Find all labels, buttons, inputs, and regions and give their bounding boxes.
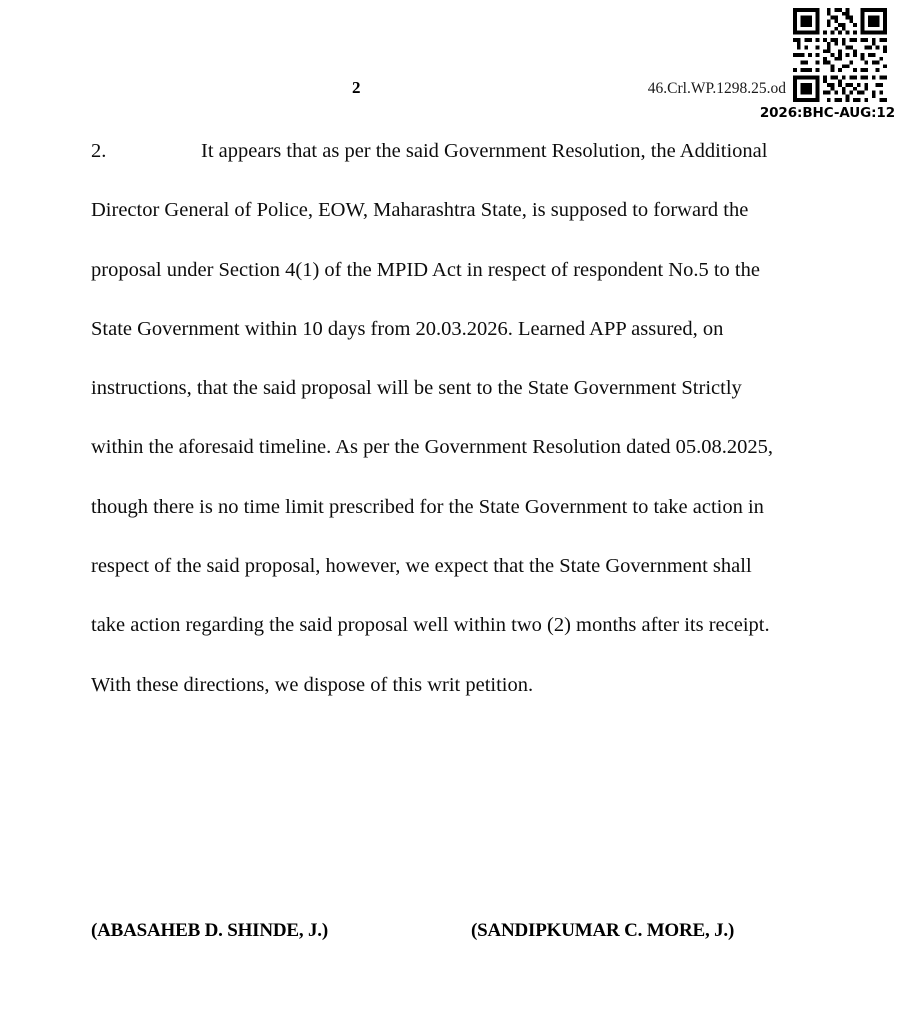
- order-body: [91, 122, 790, 715]
- judge-signature-left: (ABASAHEB D. SHINDE, J.): [91, 920, 328, 941]
- order-paragraph: [91, 122, 790, 715]
- qr-code-icon: [793, 8, 887, 102]
- page-number: 2: [352, 78, 361, 97]
- document-watermark: 2026:BHC-AUG:12: [759, 105, 895, 121]
- paragraph-number: 2.: [91, 140, 107, 162]
- paragraph-text: It appears that as per the said Government Resolution, the Additional Director General of Police, EOW, Maharashtra State, is supposed to forward the proposal under Section 4(1) of the MPID Act in respect of respondent No.5 to the State Government within 10 days from 20.03.2026. Learned APP assured, on instructions, that the said proposal will be sent to the State Government Strictly within the aforesaid timeline. As per the Government Resolution dated 05.08.2025, though there is no time limit prescribed for the State Government to take action in respect of the said proposal, however, we expect that the State Government shall take action regarding the said proposal well within two (2) months after its receipt. With these directions, we dispose of this writ petition.: [91, 140, 774, 696]
- judge-signature-right: (SANDIPKUMAR C. MORE, J.): [471, 920, 735, 941]
- page-header: [0, 0, 909, 121]
- signature-block: [91, 920, 801, 954]
- case-reference-label: 46.Crl.WP.1298.25.od: [647, 80, 786, 97]
